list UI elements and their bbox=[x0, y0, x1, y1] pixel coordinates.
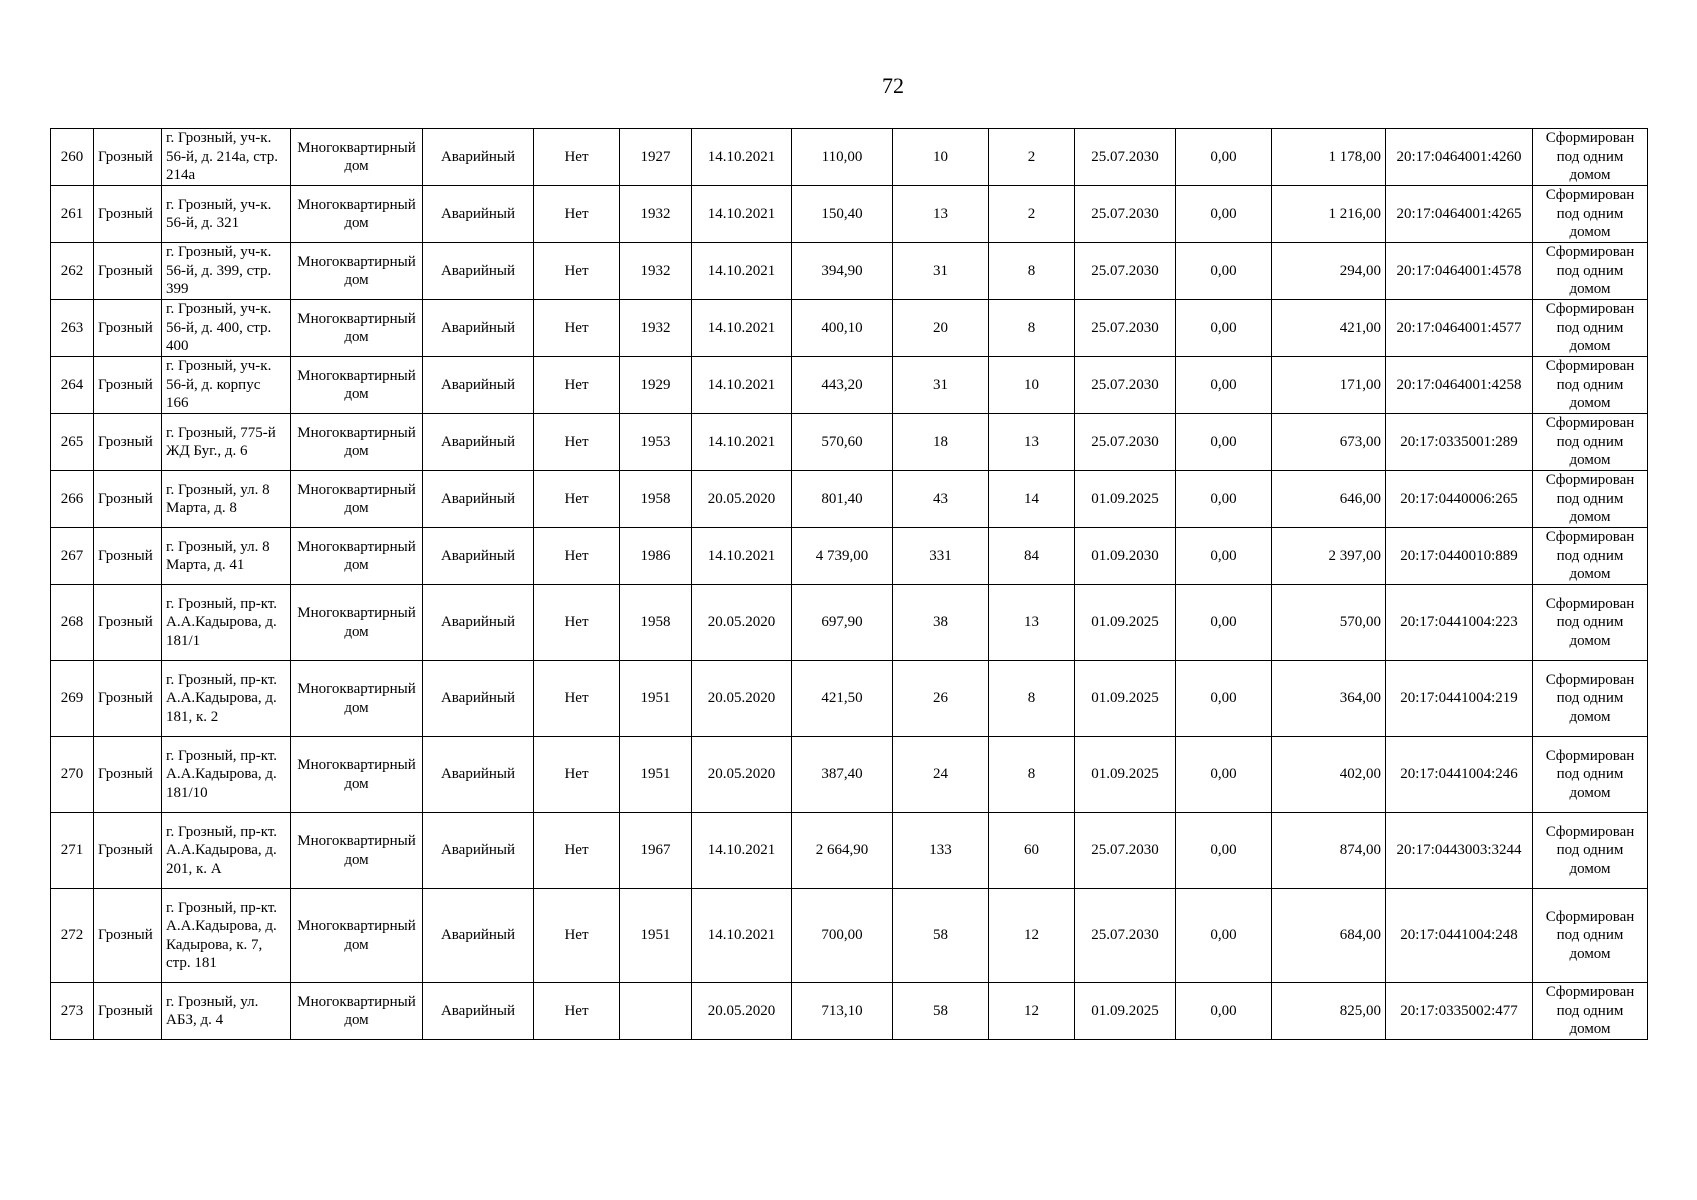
premises-cell: 13 bbox=[989, 585, 1075, 661]
flag-cell: Нет bbox=[534, 528, 620, 585]
planned-date-cell: 25.07.2030 bbox=[1075, 357, 1176, 414]
area-cell: 443,20 bbox=[792, 357, 893, 414]
land-status-cell: Сформирован под одним домом bbox=[1533, 889, 1648, 983]
address-cell: г. Грозный, пр-кт. А.А.Кадырова, д. 181/1 bbox=[162, 585, 291, 661]
building-type-cell: Многоквартирный дом bbox=[291, 737, 423, 813]
land-status-cell: Сформирован под одним домом bbox=[1533, 243, 1648, 300]
recognized-date-cell: 14.10.2021 bbox=[692, 889, 792, 983]
land-status-cell: Сформирован под одним домом bbox=[1533, 737, 1648, 813]
year-cell: 1951 bbox=[620, 889, 692, 983]
year-cell: 1986 bbox=[620, 528, 692, 585]
address-cell: г. Грозный, пр-кт. А.А.Кадырова, д. Кадырова, к. 7, стр. 181 bbox=[162, 889, 291, 983]
value-a-cell: 0,00 bbox=[1176, 889, 1272, 983]
value-a-cell: 0,00 bbox=[1176, 414, 1272, 471]
flag-cell: Нет bbox=[534, 243, 620, 300]
residents-cell: 43 bbox=[893, 471, 989, 528]
year-cell bbox=[620, 983, 692, 1040]
recognized-date-cell: 14.10.2021 bbox=[692, 357, 792, 414]
row-number: 267 bbox=[51, 528, 94, 585]
table-row bbox=[51, 300, 1648, 357]
row-number: 262 bbox=[51, 243, 94, 300]
flag-cell: Нет bbox=[534, 737, 620, 813]
recognized-date-cell: 14.10.2021 bbox=[692, 414, 792, 471]
cadastral-number-cell: 20:17:0441004:223 bbox=[1386, 585, 1533, 661]
planned-date-cell: 25.07.2030 bbox=[1075, 243, 1176, 300]
area-cell: 394,90 bbox=[792, 243, 893, 300]
planned-date-cell: 01.09.2025 bbox=[1075, 737, 1176, 813]
building-type-cell: Многоквартирный дом bbox=[291, 528, 423, 585]
land-status-cell: Сформирован под одним домом bbox=[1533, 585, 1648, 661]
cadastral-number-cell: 20:17:0441004:246 bbox=[1386, 737, 1533, 813]
land-status-cell: Сформирован под одним домом bbox=[1533, 300, 1648, 357]
value-a-cell: 0,00 bbox=[1176, 737, 1272, 813]
premises-cell: 13 bbox=[989, 414, 1075, 471]
year-cell: 1932 bbox=[620, 186, 692, 243]
flag-cell: Нет bbox=[534, 471, 620, 528]
cadastral-number-cell: 20:17:0440006:265 bbox=[1386, 471, 1533, 528]
residents-cell: 31 bbox=[893, 243, 989, 300]
premises-cell: 14 bbox=[989, 471, 1075, 528]
area-cell: 110,00 bbox=[792, 129, 893, 186]
building-type-cell: Многоквартирный дом bbox=[291, 357, 423, 414]
residents-cell: 133 bbox=[893, 813, 989, 889]
value-b-cell: 402,00 bbox=[1272, 737, 1386, 813]
value-b-cell: 874,00 bbox=[1272, 813, 1386, 889]
condition-cell: Аварийный bbox=[423, 528, 534, 585]
land-status-cell: Сформирован под одним домом bbox=[1533, 661, 1648, 737]
flag-cell: Нет bbox=[534, 186, 620, 243]
value-b-cell: 1 216,00 bbox=[1272, 186, 1386, 243]
table-row bbox=[51, 661, 1648, 737]
area-cell: 400,10 bbox=[792, 300, 893, 357]
address-cell: г. Грозный, уч-к. 56-й, д. 400, стр. 400 bbox=[162, 300, 291, 357]
residents-cell: 58 bbox=[893, 983, 989, 1040]
value-b-cell: 673,00 bbox=[1272, 414, 1386, 471]
value-b-cell: 294,00 bbox=[1272, 243, 1386, 300]
land-status-cell: Сформирован под одним домом bbox=[1533, 129, 1648, 186]
address-cell: г. Грозный, ул. 8 Марта, д. 41 bbox=[162, 528, 291, 585]
area-cell: 570,60 bbox=[792, 414, 893, 471]
address-cell: г. Грозный, уч-к. 56-й, д. 214а, стр. 214а bbox=[162, 129, 291, 186]
city-cell: Грозный bbox=[94, 300, 162, 357]
city-cell: Грозный bbox=[94, 889, 162, 983]
condition-cell: Аварийный bbox=[423, 129, 534, 186]
residents-cell: 24 bbox=[893, 737, 989, 813]
recognized-date-cell: 20.05.2020 bbox=[692, 737, 792, 813]
value-b-cell: 684,00 bbox=[1272, 889, 1386, 983]
condition-cell: Аварийный bbox=[423, 813, 534, 889]
condition-cell: Аварийный bbox=[423, 357, 534, 414]
flag-cell: Нет bbox=[534, 300, 620, 357]
table-row bbox=[51, 186, 1648, 243]
residents-cell: 31 bbox=[893, 357, 989, 414]
residents-cell: 10 bbox=[893, 129, 989, 186]
planned-date-cell: 25.07.2030 bbox=[1075, 889, 1176, 983]
recognized-date-cell: 14.10.2021 bbox=[692, 813, 792, 889]
area-cell: 700,00 bbox=[792, 889, 893, 983]
land-status-cell: Сформирован под одним домом bbox=[1533, 471, 1648, 528]
condition-cell: Аварийный bbox=[423, 414, 534, 471]
recognized-date-cell: 14.10.2021 bbox=[692, 300, 792, 357]
residents-cell: 20 bbox=[893, 300, 989, 357]
registry-body bbox=[51, 129, 1648, 1040]
city-cell: Грозный bbox=[94, 585, 162, 661]
cadastral-number-cell: 20:17:0441004:219 bbox=[1386, 661, 1533, 737]
land-status-cell: Сформирован под одним домом bbox=[1533, 528, 1648, 585]
flag-cell: Нет bbox=[534, 414, 620, 471]
building-type-cell: Многоквартирный дом bbox=[291, 889, 423, 983]
planned-date-cell: 25.07.2030 bbox=[1075, 129, 1176, 186]
value-a-cell: 0,00 bbox=[1176, 186, 1272, 243]
value-b-cell: 825,00 bbox=[1272, 983, 1386, 1040]
building-type-cell: Многоквартирный дом bbox=[291, 471, 423, 528]
cadastral-number-cell: 20:17:0443003:3244 bbox=[1386, 813, 1533, 889]
address-cell: г. Грозный, пр-кт. А.А.Кадырова, д. 181/10 bbox=[162, 737, 291, 813]
planned-date-cell: 01.09.2025 bbox=[1075, 983, 1176, 1040]
table-row bbox=[51, 357, 1648, 414]
row-number: 270 bbox=[51, 737, 94, 813]
recognized-date-cell: 20.05.2020 bbox=[692, 585, 792, 661]
planned-date-cell: 01.09.2025 bbox=[1075, 471, 1176, 528]
cadastral-number-cell: 20:17:0464001:4265 bbox=[1386, 186, 1533, 243]
table-row bbox=[51, 471, 1648, 528]
premises-cell: 8 bbox=[989, 243, 1075, 300]
flag-cell: Нет bbox=[534, 813, 620, 889]
cadastral-number-cell: 20:17:0464001:4258 bbox=[1386, 357, 1533, 414]
cadastral-number-cell: 20:17:0464001:4577 bbox=[1386, 300, 1533, 357]
residents-cell: 331 bbox=[893, 528, 989, 585]
residents-cell: 26 bbox=[893, 661, 989, 737]
premises-cell: 60 bbox=[989, 813, 1075, 889]
recognized-date-cell: 14.10.2021 bbox=[692, 528, 792, 585]
condition-cell: Аварийный bbox=[423, 471, 534, 528]
table-row bbox=[51, 737, 1648, 813]
premises-cell: 10 bbox=[989, 357, 1075, 414]
building-type-cell: Многоквартирный дом bbox=[291, 585, 423, 661]
premises-cell: 2 bbox=[989, 129, 1075, 186]
recognized-date-cell: 20.05.2020 bbox=[692, 661, 792, 737]
building-type-cell: Многоквартирный дом bbox=[291, 243, 423, 300]
city-cell: Грозный bbox=[94, 471, 162, 528]
row-number: 271 bbox=[51, 813, 94, 889]
address-cell: г. Грозный, уч-к. 56-й, д. 321 bbox=[162, 186, 291, 243]
city-cell: Грозный bbox=[94, 528, 162, 585]
value-a-cell: 0,00 bbox=[1176, 243, 1272, 300]
address-cell: г. Грозный, уч-к. 56-й, д. корпус 166 bbox=[162, 357, 291, 414]
value-b-cell: 646,00 bbox=[1272, 471, 1386, 528]
building-type-cell: Многоквартирный дом bbox=[291, 129, 423, 186]
planned-date-cell: 01.09.2030 bbox=[1075, 528, 1176, 585]
city-cell: Грозный bbox=[94, 357, 162, 414]
table-row bbox=[51, 813, 1648, 889]
table-row bbox=[51, 585, 1648, 661]
building-type-cell: Многоквартирный дом bbox=[291, 983, 423, 1040]
flag-cell: Нет bbox=[534, 983, 620, 1040]
table-row bbox=[51, 889, 1648, 983]
address-cell: г. Грозный, пр-кт. А.А.Кадырова, д. 201, к. А bbox=[162, 813, 291, 889]
planned-date-cell: 01.09.2025 bbox=[1075, 585, 1176, 661]
premises-cell: 84 bbox=[989, 528, 1075, 585]
building-type-cell: Многоквартирный дом bbox=[291, 813, 423, 889]
building-type-cell: Многоквартирный дом bbox=[291, 186, 423, 243]
area-cell: 4 739,00 bbox=[792, 528, 893, 585]
row-number: 261 bbox=[51, 186, 94, 243]
year-cell: 1932 bbox=[620, 243, 692, 300]
row-number: 266 bbox=[51, 471, 94, 528]
recognized-date-cell: 20.05.2020 bbox=[692, 983, 792, 1040]
table-row bbox=[51, 129, 1648, 186]
flag-cell: Нет bbox=[534, 129, 620, 186]
year-cell: 1958 bbox=[620, 585, 692, 661]
housing-registry-table bbox=[50, 128, 1648, 1040]
year-cell: 1958 bbox=[620, 471, 692, 528]
area-cell: 387,40 bbox=[792, 737, 893, 813]
address-cell: г. Грозный, уч-к. 56-й, д. 399, стр. 399 bbox=[162, 243, 291, 300]
cadastral-number-cell: 20:17:0464001:4260 bbox=[1386, 129, 1533, 186]
city-cell: Грозный bbox=[94, 737, 162, 813]
year-cell: 1932 bbox=[620, 300, 692, 357]
residents-cell: 18 bbox=[893, 414, 989, 471]
city-cell: Грозный bbox=[94, 186, 162, 243]
building-type-cell: Многоквартирный дом bbox=[291, 414, 423, 471]
row-number: 273 bbox=[51, 983, 94, 1040]
planned-date-cell: 25.07.2030 bbox=[1075, 300, 1176, 357]
city-cell: Грозный bbox=[94, 243, 162, 300]
table-row bbox=[51, 243, 1648, 300]
condition-cell: Аварийный bbox=[423, 889, 534, 983]
year-cell: 1951 bbox=[620, 661, 692, 737]
residents-cell: 58 bbox=[893, 889, 989, 983]
building-type-cell: Многоквартирный дом bbox=[291, 300, 423, 357]
premises-cell: 12 bbox=[989, 889, 1075, 983]
row-number: 272 bbox=[51, 889, 94, 983]
land-status-cell: Сформирован под одним домом bbox=[1533, 813, 1648, 889]
row-number: 263 bbox=[51, 300, 94, 357]
value-a-cell: 0,00 bbox=[1176, 983, 1272, 1040]
land-status-cell: Сформирован под одним домом bbox=[1533, 983, 1648, 1040]
year-cell: 1927 bbox=[620, 129, 692, 186]
area-cell: 2 664,90 bbox=[792, 813, 893, 889]
city-cell: Грозный bbox=[94, 983, 162, 1040]
address-cell: г. Грозный, пр-кт. А.А.Кадырова, д. 181, к. 2 bbox=[162, 661, 291, 737]
value-a-cell: 0,00 bbox=[1176, 300, 1272, 357]
table-row bbox=[51, 528, 1648, 585]
recognized-date-cell: 20.05.2020 bbox=[692, 471, 792, 528]
planned-date-cell: 25.07.2030 bbox=[1075, 813, 1176, 889]
value-a-cell: 0,00 bbox=[1176, 357, 1272, 414]
condition-cell: Аварийный bbox=[423, 983, 534, 1040]
premises-cell: 8 bbox=[989, 300, 1075, 357]
condition-cell: Аварийный bbox=[423, 186, 534, 243]
planned-date-cell: 01.09.2025 bbox=[1075, 661, 1176, 737]
cadastral-number-cell: 20:17:0464001:4578 bbox=[1386, 243, 1533, 300]
condition-cell: Аварийный bbox=[423, 661, 534, 737]
city-cell: Грозный bbox=[94, 813, 162, 889]
premises-cell: 8 bbox=[989, 661, 1075, 737]
value-a-cell: 0,00 bbox=[1176, 661, 1272, 737]
condition-cell: Аварийный bbox=[423, 300, 534, 357]
value-a-cell: 0,00 bbox=[1176, 471, 1272, 528]
premises-cell: 2 bbox=[989, 186, 1075, 243]
condition-cell: Аварийный bbox=[423, 585, 534, 661]
flag-cell: Нет bbox=[534, 661, 620, 737]
recognized-date-cell: 14.10.2021 bbox=[692, 129, 792, 186]
value-b-cell: 364,00 bbox=[1272, 661, 1386, 737]
table-row bbox=[51, 983, 1648, 1040]
table-row bbox=[51, 414, 1648, 471]
area-cell: 150,40 bbox=[792, 186, 893, 243]
condition-cell: Аварийный bbox=[423, 737, 534, 813]
flag-cell: Нет bbox=[534, 889, 620, 983]
residents-cell: 13 bbox=[893, 186, 989, 243]
planned-date-cell: 25.07.2030 bbox=[1075, 414, 1176, 471]
city-cell: Грозный bbox=[94, 414, 162, 471]
value-b-cell: 570,00 bbox=[1272, 585, 1386, 661]
area-cell: 801,40 bbox=[792, 471, 893, 528]
condition-cell: Аварийный bbox=[423, 243, 534, 300]
premises-cell: 12 bbox=[989, 983, 1075, 1040]
residents-cell: 38 bbox=[893, 585, 989, 661]
flag-cell: Нет bbox=[534, 357, 620, 414]
recognized-date-cell: 14.10.2021 bbox=[692, 186, 792, 243]
city-cell: Грозный bbox=[94, 129, 162, 186]
row-number: 260 bbox=[51, 129, 94, 186]
value-b-cell: 421,00 bbox=[1272, 300, 1386, 357]
value-a-cell: 0,00 bbox=[1176, 585, 1272, 661]
year-cell: 1951 bbox=[620, 737, 692, 813]
address-cell: г. Грозный, ул. 8 Марта, д. 8 bbox=[162, 471, 291, 528]
address-cell: г. Грозный, ул. АБЗ, д. 4 bbox=[162, 983, 291, 1040]
value-b-cell: 171,00 bbox=[1272, 357, 1386, 414]
address-cell: г. Грозный, 775-й ЖД Буг., д. 6 bbox=[162, 414, 291, 471]
value-a-cell: 0,00 bbox=[1176, 129, 1272, 186]
land-status-cell: Сформирован под одним домом bbox=[1533, 357, 1648, 414]
land-status-cell: Сформирован под одним домом bbox=[1533, 414, 1648, 471]
city-cell: Грозный bbox=[94, 661, 162, 737]
year-cell: 1967 bbox=[620, 813, 692, 889]
row-number: 269 bbox=[51, 661, 94, 737]
value-b-cell: 1 178,00 bbox=[1272, 129, 1386, 186]
cadastral-number-cell: 20:17:0440010:889 bbox=[1386, 528, 1533, 585]
row-number: 265 bbox=[51, 414, 94, 471]
value-a-cell: 0,00 bbox=[1176, 813, 1272, 889]
page-number: 72 bbox=[882, 73, 904, 98]
value-b-cell: 2 397,00 bbox=[1272, 528, 1386, 585]
row-number: 264 bbox=[51, 357, 94, 414]
land-status-cell: Сформирован под одним домом bbox=[1533, 186, 1648, 243]
cadastral-number-cell: 20:17:0335002:477 bbox=[1386, 983, 1533, 1040]
flag-cell: Нет bbox=[534, 585, 620, 661]
building-type-cell: Многоквартирный дом bbox=[291, 661, 423, 737]
value-a-cell: 0,00 bbox=[1176, 528, 1272, 585]
recognized-date-cell: 14.10.2021 bbox=[692, 243, 792, 300]
area-cell: 421,50 bbox=[792, 661, 893, 737]
cadastral-number-cell: 20:17:0441004:248 bbox=[1386, 889, 1533, 983]
year-cell: 1929 bbox=[620, 357, 692, 414]
cadastral-number-cell: 20:17:0335001:289 bbox=[1386, 414, 1533, 471]
year-cell: 1953 bbox=[620, 414, 692, 471]
premises-cell: 8 bbox=[989, 737, 1075, 813]
row-number: 268 bbox=[51, 585, 94, 661]
planned-date-cell: 25.07.2030 bbox=[1075, 186, 1176, 243]
area-cell: 713,10 bbox=[792, 983, 893, 1040]
area-cell: 697,90 bbox=[792, 585, 893, 661]
